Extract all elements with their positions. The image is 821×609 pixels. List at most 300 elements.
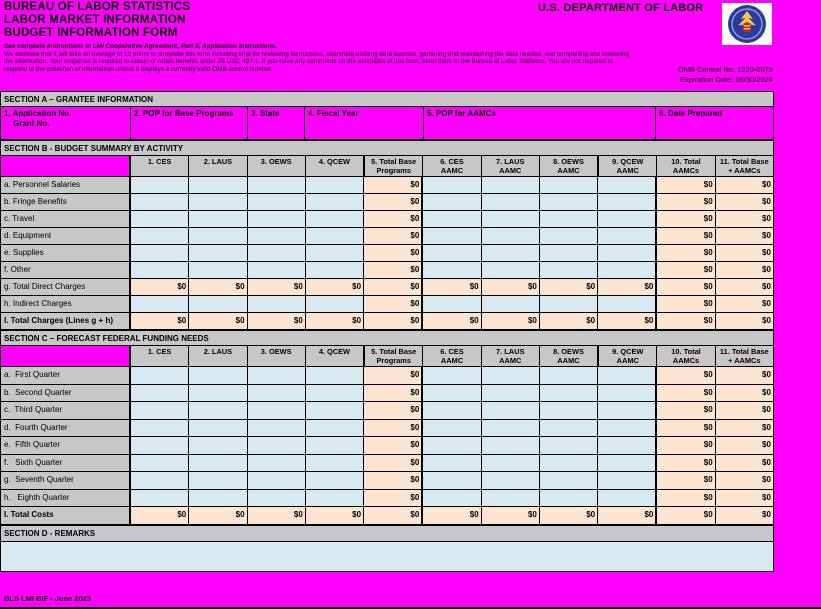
amount-cell: $0	[482, 507, 540, 525]
row-label: d. Equipment	[1, 228, 131, 245]
form-title-line: LABOR MARKET INFORMATION	[4, 14, 186, 26]
amount-cell[interactable]	[598, 385, 657, 403]
amount-cell: $0	[364, 194, 423, 211]
amount-cell: $0	[716, 279, 774, 296]
column-header	[306, 156, 365, 177]
amount-cell[interactable]	[306, 245, 364, 262]
amount-cell[interactable]	[482, 177, 540, 194]
amount-cell[interactable]	[131, 228, 189, 245]
amount-cell[interactable]	[131, 367, 189, 385]
amount-cell[interactable]	[189, 228, 247, 245]
department-title: U.S. DEPARTMENT OF LABOR	[538, 2, 704, 14]
amount-cell: $0	[598, 279, 657, 296]
column-header-line1: 11. Total Base	[719, 347, 769, 356]
amount-cell[interactable]	[248, 402, 306, 420]
amount-cell[interactable]	[306, 177, 364, 194]
row-label: a. Personnel Salaries	[1, 177, 131, 194]
remarks-area[interactable]	[0, 542, 774, 572]
amount-cell[interactable]	[482, 296, 540, 313]
section-d-header: SECTION D - REMARKS	[0, 525, 774, 542]
amount-cell: $0	[716, 420, 774, 438]
amount-cell: $0	[657, 507, 715, 525]
section-a-fields	[0, 107, 774, 140]
amount-cell[interactable]	[423, 228, 481, 245]
field-pop-base-programs[interactable]	[131, 107, 248, 140]
section-a-header: SECTION A – GRANTEE INFORMATION	[0, 91, 774, 107]
section-c-column-headers	[0, 346, 774, 367]
column-header-line2: AAMC	[440, 165, 464, 175]
field-date-prepared[interactable]	[656, 107, 774, 140]
column-header-line1: 8. OEWS	[553, 157, 584, 166]
field-label: 3. State	[251, 109, 280, 118]
column-header	[423, 156, 481, 177]
column-header	[599, 346, 657, 367]
amount-cell: $0	[716, 177, 774, 194]
budget-row	[0, 296, 774, 313]
amount-cell: $0	[716, 490, 774, 508]
amount-cell: $0	[657, 472, 715, 490]
column-header-line1: 4. QCEW	[318, 157, 351, 166]
amount-cell: $0	[657, 245, 715, 262]
amount-cell[interactable]	[306, 472, 364, 490]
column-header	[131, 346, 189, 367]
dol-seal-icon	[722, 3, 772, 45]
amount-cell[interactable]	[306, 437, 364, 455]
column-header-line2: + AAMCs	[728, 165, 761, 175]
amount-cell[interactable]	[423, 211, 481, 228]
row-label: c. Travel	[1, 211, 131, 228]
amount-cell[interactable]	[189, 490, 247, 508]
column-header-line2: Programs	[376, 355, 411, 365]
amount-cell: $0	[657, 228, 715, 245]
amount-cell[interactable]	[423, 245, 481, 262]
amount-cell: $0	[306, 313, 364, 330]
omb-control-number: OMB Control No. 1220-0079	[677, 65, 773, 74]
amount-cell: $0	[657, 296, 715, 313]
funding-row	[0, 507, 774, 525]
field-fiscal-year[interactable]	[305, 107, 424, 140]
row-label: c. Third Quarter	[1, 402, 131, 420]
amount-cell[interactable]	[598, 262, 657, 279]
amount-cell[interactable]	[598, 420, 657, 438]
amount-cell[interactable]	[248, 437, 306, 455]
amount-cell[interactable]	[540, 177, 598, 194]
amount-cell[interactable]	[306, 455, 364, 473]
amount-cell[interactable]	[423, 402, 481, 420]
budget-row	[0, 177, 774, 194]
amount-cell[interactable]	[248, 367, 306, 385]
amount-cell[interactable]	[540, 262, 598, 279]
amount-cell[interactable]	[248, 194, 306, 211]
form-title-block	[4, 1, 629, 40]
amount-cell[interactable]	[306, 194, 364, 211]
amount-cell[interactable]	[423, 367, 481, 385]
amount-cell[interactable]	[306, 211, 364, 228]
amount-cell: $0	[364, 228, 423, 245]
amount-cell: $0	[716, 437, 774, 455]
amount-cell: $0	[657, 194, 715, 211]
amount-cell[interactable]	[598, 367, 657, 385]
budget-row	[0, 262, 774, 279]
row-label: h. Indirect Charges	[1, 296, 131, 313]
column-header-line2: + AAMCs	[728, 355, 761, 365]
amount-cell[interactable]	[131, 194, 189, 211]
amount-cell: $0	[364, 472, 423, 490]
column-header	[716, 156, 774, 177]
amount-cell: $0	[131, 313, 189, 330]
amount-cell: $0	[364, 245, 423, 262]
amount-cell[interactable]	[248, 455, 306, 473]
section-b-header: SECTION B - BUDGET SUMMARY BY ACTIVITY	[0, 140, 774, 156]
column-header-line1: 9. QCEW	[612, 157, 644, 166]
amount-cell[interactable]	[482, 490, 540, 508]
amount-cell[interactable]	[131, 472, 189, 490]
amount-cell[interactable]	[248, 245, 306, 262]
amount-cell: $0	[189, 507, 247, 525]
amount-cell[interactable]	[131, 296, 189, 313]
amount-cell: $0	[306, 507, 364, 525]
budget-row	[0, 245, 774, 262]
corner-cell	[1, 346, 131, 367]
column-header	[189, 156, 247, 177]
amount-cell[interactable]	[248, 385, 306, 403]
amount-cell: $0	[248, 279, 306, 296]
amount-cell[interactable]	[189, 385, 247, 403]
amount-cell: $0	[657, 420, 715, 438]
amount-cell: $0	[716, 507, 774, 525]
amount-cell[interactable]	[598, 455, 657, 473]
row-label: h. Eighth Quarter	[1, 490, 131, 508]
amount-cell: $0	[716, 296, 774, 313]
amount-cell[interactable]	[482, 420, 540, 438]
amount-cell[interactable]	[189, 402, 247, 420]
amount-cell[interactable]	[131, 420, 189, 438]
amount-cell[interactable]	[598, 472, 657, 490]
row-label: I. Total Charges (Lines g + h)	[1, 313, 131, 330]
amount-cell: $0	[364, 490, 423, 508]
amount-cell: $0	[364, 313, 423, 330]
amount-cell: $0	[364, 177, 423, 194]
amount-cell[interactable]	[540, 385, 598, 403]
amount-cell[interactable]	[248, 490, 306, 508]
amount-cell: $0	[540, 313, 598, 330]
field-label: 5. POP for AAMCs	[427, 109, 496, 118]
amount-cell: $0	[657, 279, 715, 296]
row-label: f. Other	[1, 262, 131, 279]
row-label: d. Fourth Quarter	[1, 420, 131, 438]
amount-cell: $0	[657, 437, 715, 455]
column-header-line2: AAMC	[616, 355, 639, 365]
amount-cell[interactable]	[482, 385, 540, 403]
amount-cell[interactable]	[131, 245, 189, 262]
amount-cell[interactable]	[248, 262, 306, 279]
funding-row	[0, 490, 774, 508]
column-header	[716, 346, 774, 367]
amount-cell: $0	[540, 507, 598, 525]
amount-cell[interactable]	[189, 245, 247, 262]
budget-row	[0, 211, 774, 228]
amount-cell[interactable]	[540, 211, 598, 228]
amount-cell[interactable]	[189, 420, 247, 438]
amount-cell: $0	[598, 313, 657, 330]
amount-cell: $0	[364, 385, 423, 403]
amount-cell: $0	[657, 313, 715, 330]
amount-cell[interactable]	[423, 177, 481, 194]
amount-cell[interactable]	[306, 402, 364, 420]
amount-cell[interactable]	[598, 194, 657, 211]
column-header	[189, 346, 247, 367]
amount-cell: $0	[364, 402, 423, 420]
amount-cell[interactable]	[189, 455, 247, 473]
amount-cell[interactable]	[131, 437, 189, 455]
amount-cell[interactable]	[598, 177, 657, 194]
amount-cell[interactable]	[540, 245, 598, 262]
amount-cell[interactable]	[423, 437, 481, 455]
amount-cell: $0	[482, 279, 540, 296]
amount-cell: $0	[131, 507, 189, 525]
amount-cell[interactable]	[189, 472, 247, 490]
field-label: 2. POP for Base Programs	[134, 109, 234, 118]
column-header	[248, 156, 306, 177]
amount-cell[interactable]	[482, 211, 540, 228]
budget-row	[0, 313, 774, 330]
column-header-line1: 2. LAUS	[203, 347, 233, 356]
column-header	[131, 156, 189, 177]
column-header-line1: 3. OEWS	[260, 157, 292, 166]
amount-cell: $0	[189, 279, 247, 296]
amount-cell[interactable]	[482, 367, 540, 385]
field-label: 4. Fiscal Year	[308, 109, 359, 118]
amount-cell[interactable]	[482, 455, 540, 473]
amount-cell[interactable]	[189, 211, 247, 228]
row-label: b. Second Quarter	[1, 385, 131, 403]
amount-cell: $0	[716, 245, 774, 262]
budget-row	[0, 194, 774, 211]
amount-cell: $0	[248, 507, 306, 525]
amount-cell: $0	[364, 296, 423, 313]
amount-cell: $0	[716, 313, 774, 330]
amount-cell: $0	[598, 507, 657, 525]
amount-cell: $0	[657, 367, 715, 385]
amount-cell[interactable]	[598, 211, 657, 228]
amount-cell: $0	[364, 420, 423, 438]
amount-cell[interactable]	[248, 472, 306, 490]
row-label: f. Sixth Quarter	[1, 455, 131, 473]
amount-cell[interactable]	[423, 262, 481, 279]
amount-cell[interactable]	[540, 455, 598, 473]
amount-cell[interactable]	[482, 437, 540, 455]
amount-cell: $0	[540, 279, 598, 296]
amount-cell[interactable]	[248, 177, 306, 194]
column-header	[599, 156, 657, 177]
amount-cell[interactable]	[423, 194, 481, 211]
column-header-line1: 9. QCEW	[612, 347, 644, 356]
amount-cell[interactable]	[131, 402, 189, 420]
amount-cell[interactable]	[248, 420, 306, 438]
column-header	[365, 156, 423, 177]
amount-cell[interactable]	[540, 228, 598, 245]
column-header-line1: 6. CES	[440, 347, 464, 356]
funding-row	[0, 367, 774, 385]
amount-cell[interactable]	[189, 437, 247, 455]
section-b-rows	[0, 177, 774, 330]
column-header	[540, 156, 599, 177]
amount-cell[interactable]	[248, 211, 306, 228]
amount-cell: $0	[248, 313, 306, 330]
amount-cell[interactable]	[306, 385, 364, 403]
amount-cell[interactable]	[482, 262, 540, 279]
amount-cell: $0	[657, 402, 715, 420]
column-header	[540, 346, 599, 367]
amount-cell[interactable]	[423, 490, 481, 508]
column-header-line1: 10. Total	[671, 157, 701, 166]
column-header-line1: 8. OEWS	[553, 347, 584, 356]
column-header-line2: AAMC	[557, 355, 580, 365]
amount-cell[interactable]	[131, 211, 189, 228]
column-header-line2: AAMC	[616, 165, 639, 175]
form-title-line: BUREAU OF LABOR STATISTICS	[4, 1, 191, 13]
column-header	[657, 346, 715, 367]
amount-cell: $0	[716, 367, 774, 385]
amount-cell: $0	[364, 437, 423, 455]
amount-cell: $0	[716, 211, 774, 228]
amount-cell[interactable]	[540, 296, 598, 313]
field-sublabel: Grant No.	[13, 119, 50, 128]
amount-cell[interactable]	[598, 245, 657, 262]
amount-cell: $0	[657, 455, 715, 473]
row-label: b. Fringe Benefits	[1, 194, 131, 211]
omb-expiration-date: Expiration Date: 06/30/2024	[680, 75, 773, 84]
amount-cell[interactable]	[540, 402, 598, 420]
amount-cell[interactable]	[423, 420, 481, 438]
section-b-column-headers	[0, 156, 774, 177]
field-application-grant-no[interactable]	[1, 107, 131, 140]
amount-cell[interactable]	[423, 455, 481, 473]
amount-cell[interactable]	[131, 490, 189, 508]
funding-row	[0, 472, 774, 490]
column-header-line1: 5. Total Base	[371, 347, 417, 356]
omb-approval-block	[678, 65, 773, 85]
form-header	[4, 1, 629, 73]
column-header-line2: AAMC	[499, 355, 522, 365]
column-header-line2: AAMC	[440, 355, 464, 365]
amount-cell[interactable]	[482, 402, 540, 420]
column-header-line1: 7. LAUS	[496, 157, 525, 166]
amount-cell[interactable]	[306, 490, 364, 508]
amount-cell: $0	[131, 279, 189, 296]
amount-cell: $0	[716, 194, 774, 211]
amount-cell[interactable]	[131, 455, 189, 473]
amount-cell[interactable]	[131, 177, 189, 194]
amount-cell[interactable]	[482, 194, 540, 211]
amount-cell: $0	[657, 490, 715, 508]
amount-cell[interactable]	[189, 177, 247, 194]
budget-row	[0, 228, 774, 245]
amount-cell[interactable]	[248, 228, 306, 245]
row-label: g. Total Direct Charges	[1, 279, 131, 296]
amount-cell[interactable]	[540, 420, 598, 438]
amount-cell[interactable]	[540, 472, 598, 490]
column-header-line2: Programs	[376, 165, 411, 175]
amount-cell[interactable]	[131, 262, 189, 279]
row-label: e. Supplies	[1, 245, 131, 262]
funding-row	[0, 420, 774, 438]
amount-cell[interactable]	[540, 437, 598, 455]
column-header-line1: 4. QCEW	[318, 347, 351, 356]
burden-statement-line: the information. Your response is required to obtain or retain benefits under 29 USC 49 f-1. If you have any comments on the estimates of this form, send them to the Bureau of Labor Statistics. You are not required to	[4, 58, 613, 65]
column-header-line2: AAMCs	[672, 165, 700, 175]
column-header	[365, 346, 423, 367]
amount-cell: $0	[716, 385, 774, 403]
amount-cell[interactable]	[306, 367, 364, 385]
amount-cell[interactable]	[482, 245, 540, 262]
amount-cell[interactable]	[248, 296, 306, 313]
funding-row	[0, 437, 774, 455]
amount-cell[interactable]	[131, 385, 189, 403]
amount-cell[interactable]	[598, 402, 657, 420]
amount-cell[interactable]	[540, 490, 598, 508]
column-header-line1: 5. Total Base	[371, 157, 417, 166]
amount-cell[interactable]	[189, 296, 247, 313]
amount-cell[interactable]	[306, 262, 364, 279]
form-number: BLS LMI BIF - June 2023	[4, 594, 92, 603]
column-header	[657, 156, 715, 177]
amount-cell[interactable]	[189, 367, 247, 385]
amount-cell[interactable]	[189, 262, 247, 279]
field-pop-aamcs[interactable]	[424, 107, 656, 140]
amount-cell[interactable]	[598, 490, 657, 508]
burden-statement-line: respond to the collection of information unless it displays a currently valid OMB control number.	[4, 65, 273, 73]
amount-cell[interactable]	[540, 367, 598, 385]
form-title-line: BUDGET INFORMATION FORM	[4, 27, 178, 39]
amount-cell[interactable]	[598, 228, 657, 245]
column-header-line1: 6. CES	[440, 157, 464, 166]
field-label: 1. Application No.	[4, 109, 72, 118]
column-header	[482, 156, 540, 177]
amount-cell: $0	[364, 367, 423, 385]
column-header	[482, 346, 540, 367]
budget-row	[0, 279, 774, 296]
amount-cell[interactable]	[189, 194, 247, 211]
field-label: 6. Date Prepared	[659, 109, 723, 118]
amount-cell: $0	[657, 211, 715, 228]
amount-cell[interactable]	[598, 296, 657, 313]
column-header-line1: 3. OEWS	[260, 347, 292, 356]
amount-cell[interactable]	[306, 228, 364, 245]
instructions-note: See complete instructions in LMI Cooperative Agreement, Part II, Application Instructions.	[4, 43, 277, 50]
column-header-line1: 2. LAUS	[203, 157, 233, 166]
funding-row	[0, 385, 774, 403]
column-header-line1: 1. CES	[147, 157, 172, 166]
amount-cell[interactable]	[598, 437, 657, 455]
amount-cell[interactable]	[423, 385, 481, 403]
amount-cell[interactable]	[306, 296, 364, 313]
field-state[interactable]	[248, 107, 305, 140]
section-c-header: SECTION C – FORECAST FEDERAL FUNDING NEEDS	[0, 330, 774, 346]
column-header-line1: 10. Total	[671, 347, 701, 356]
amount-cell: $0	[364, 455, 423, 473]
amount-cell[interactable]	[540, 194, 598, 211]
row-label: I. Total Costs	[1, 507, 131, 525]
amount-cell: $0	[657, 262, 715, 279]
amount-cell[interactable]	[423, 296, 481, 313]
column-header-line2: AAMCs	[672, 355, 700, 365]
amount-cell: $0	[364, 507, 423, 525]
amount-cell[interactable]	[482, 228, 540, 245]
amount-cell[interactable]	[482, 472, 540, 490]
amount-cell[interactable]	[423, 472, 481, 490]
amount-cell[interactable]	[306, 420, 364, 438]
